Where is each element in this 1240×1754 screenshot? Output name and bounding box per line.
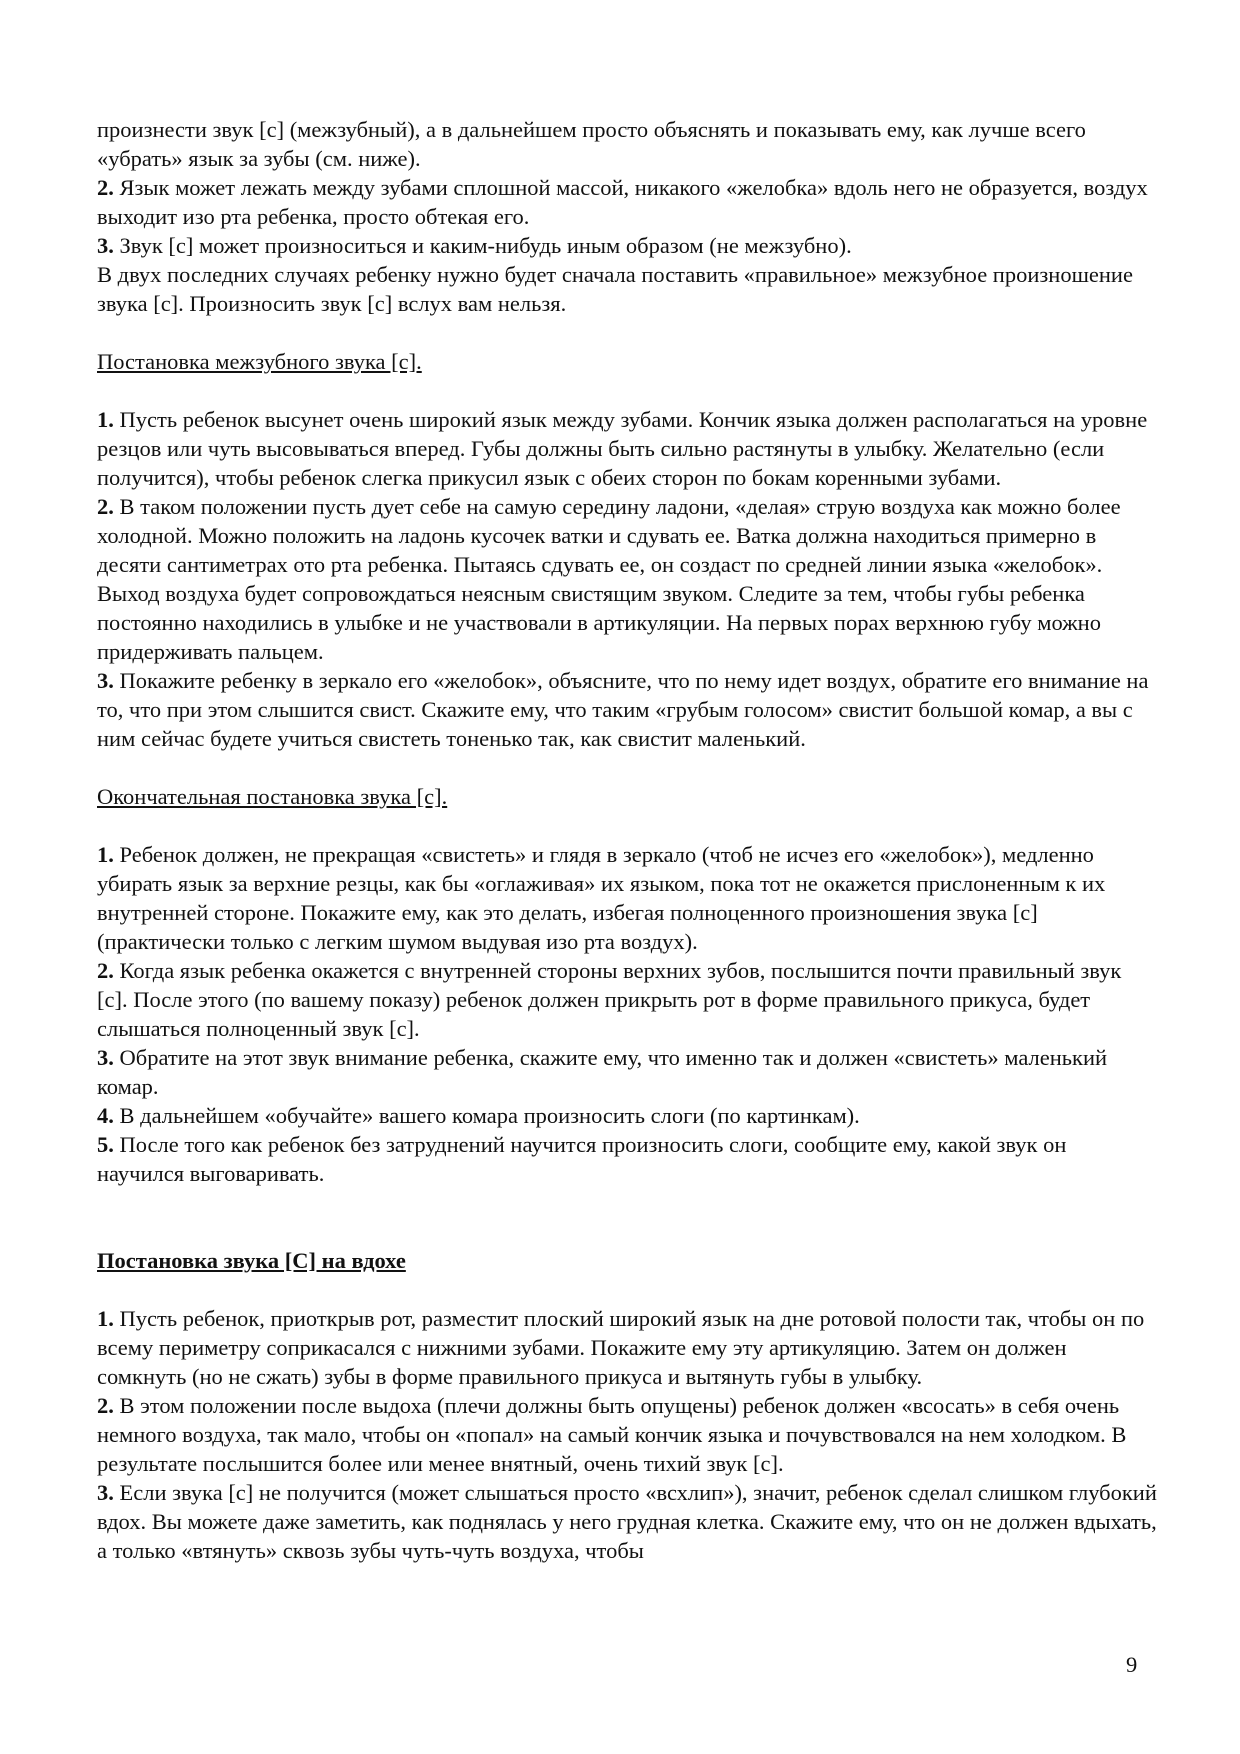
paragraph	[97, 260, 1157, 318]
spacer	[97, 318, 1157, 347]
item-text: Пусть ребенок, приоткрыв рот, разместит плоский широкий язык на дне ротовой полости так, чтобы он по всему периметру соприкасался с нижними зубами. Покажите ему эту артикуляцию. Затем он должен сомкнуть (но не сжать) зубы в форме правильного прикуса и вытянуть губы в улыбку.	[97, 1306, 1145, 1389]
item-text: Ребенок должен, не прекращая «свистеть» и глядя в зеркало (чтоб не исчез его «желобок»), медленно убирать язык за верхние резцы, как бы «оглаживая» их языком, пока тот не окажется прислоненным к их внутренней стороне. Покажите ему, как это делать, избегая полноценного произношения звука [с] (практически только с легким шумом выдувая изо рта воздух).	[97, 842, 1106, 954]
list-item	[97, 492, 1157, 666]
list-item	[97, 1478, 1157, 1565]
item-number: 2.	[97, 958, 114, 983]
section-heading: Окончательная постановка звука [с].	[97, 784, 448, 809]
item-text: Когда язык ребенка окажется с внутренней стороны верхних зубов, послышится почти правильный звук [с]. После этого (по вашему показу) ребенок должен прикрыть рот в форме правильного прикуса, будет слышаться полноценный звук [с].	[97, 958, 1122, 1041]
paragraph-text: произнести звук [с] (межзубный), а в дальнейшем просто объяснять и показывать ему, как лучше всего «убрать» язык за зубы (см. ниже).	[97, 117, 1086, 171]
section-heading: Постановка межзубного звука [с].	[97, 349, 422, 374]
item-number: 2.	[97, 494, 114, 519]
item-number: 1.	[97, 842, 114, 867]
list-item	[97, 405, 1157, 492]
list-item	[97, 840, 1157, 956]
paragraph	[97, 231, 1157, 260]
list-item	[97, 1130, 1157, 1188]
list-item	[97, 956, 1157, 1043]
spacer	[97, 811, 1157, 840]
paragraph	[97, 115, 1157, 173]
list-item	[97, 1043, 1157, 1101]
item-number: 4.	[97, 1103, 114, 1128]
item-number: 1.	[97, 407, 114, 432]
item-text: В этом положении после выдоха (плечи должны быть опущены) ребенок должен «всосать» в себя очень немного воздуха, так мало, чтобы он «попал» на самый кончик языка и почувствовался на нем холодком. В результате послышится более или менее внятный, очень тихий звук [с].	[97, 1393, 1127, 1476]
item-number: 2.	[97, 175, 114, 200]
spacer	[97, 753, 1157, 782]
list-item	[97, 1304, 1157, 1391]
spacer	[97, 1188, 1157, 1246]
page-number: 9	[1126, 1652, 1138, 1677]
item-text: Обратите на этот звук внимание ребенка, скажите ему, что именно так и должен «свистеть» маленький комар.	[97, 1045, 1108, 1099]
paragraph-text: Язык может лежать между зубами сплошной массой, никакого «желобка» вдоль него не образуется, воздух выходит изо рта ребенка, просто обтекая его.	[97, 175, 1148, 229]
item-number: 2.	[97, 1393, 114, 1418]
item-text: Покажите ребенку в зеркало его «желобок», объясните, что по нему идет воздух, обратите его внимание на то, что при этом слышится свист. Скажите ему, что таким «грубым голосом» свистит большой комар, а вы с ним сейчас будете учиться свистеть тоненько так, как свистит маленький.	[97, 668, 1149, 751]
item-number: 1.	[97, 1306, 114, 1331]
spacer	[97, 376, 1157, 405]
item-number: 5.	[97, 1132, 114, 1157]
list-item	[97, 1391, 1157, 1478]
item-number: 3.	[97, 668, 114, 693]
item-number: 3.	[97, 1045, 114, 1070]
item-text: Если звука [с] не получится (может слышаться просто «всхлип»), значит, ребенок сделал слишком глубокий вдох. Вы можете даже заметить, как поднялась у него грудная клетка. Скажите ему, что он не должен вдыхать, а только «втянуть» сквозь зубы чуть-чуть воздуха, чтобы	[97, 1480, 1157, 1563]
item-text: Пусть ребенок высунет очень широкий язык между зубами. Кончик языка должен располагаться на уровне резцов или чуть высовываться вперед. Губы должны быть сильно растянуты в улыбку. Желательно (если получится), чтобы ребенок слегка прикусил язык с обеих сторон по бокам коренными зубами.	[97, 407, 1148, 490]
list-item	[97, 1101, 1157, 1130]
item-text: После того как ребенок без затруднений научится произносить слоги, сообщите ему, какой звук он научился выговаривать.	[97, 1132, 1067, 1186]
paragraph-text: Звук [с] может произноситься и каким-нибудь иным образом (не межзубно).	[119, 233, 852, 258]
item-number: 3.	[97, 233, 114, 258]
list-item	[97, 666, 1157, 753]
item-text: В таком положении пусть дует себе на самую середину ладони, «делая» струю воздуха как можно более холодной. Можно положить на ладонь кусочек ватки и сдувать ее. Ватка должна находиться примерно в десяти сантиметрах ото рта ребенка. Пытаясь сдувать ее, он создаст по средней линии языка «желобок». Выход воздуха будет сопровождаться неясным свистящим звуком. Следите за тем, чтобы губы ребенка постоянно находились в улыбке и не участвовали в артикуляции. На первых порах верхнюю губу можно придерживать пальцем.	[97, 494, 1121, 664]
paragraph-text: В двух последних случаях ребенку нужно будет сначала поставить «правильное» межзубное произношение звука [с]. Произносить звук [с] вслух вам нельзя.	[97, 262, 1133, 316]
document-page	[97, 115, 1157, 1565]
item-text: В дальнейшем «обучайте» вашего комара произносить слоги (по картинкам).	[119, 1103, 860, 1128]
spacer	[97, 1275, 1157, 1304]
section-heading: Постановка звука [С] на вдохе	[97, 1248, 406, 1273]
paragraph	[97, 173, 1157, 231]
item-number: 3.	[97, 1480, 114, 1505]
